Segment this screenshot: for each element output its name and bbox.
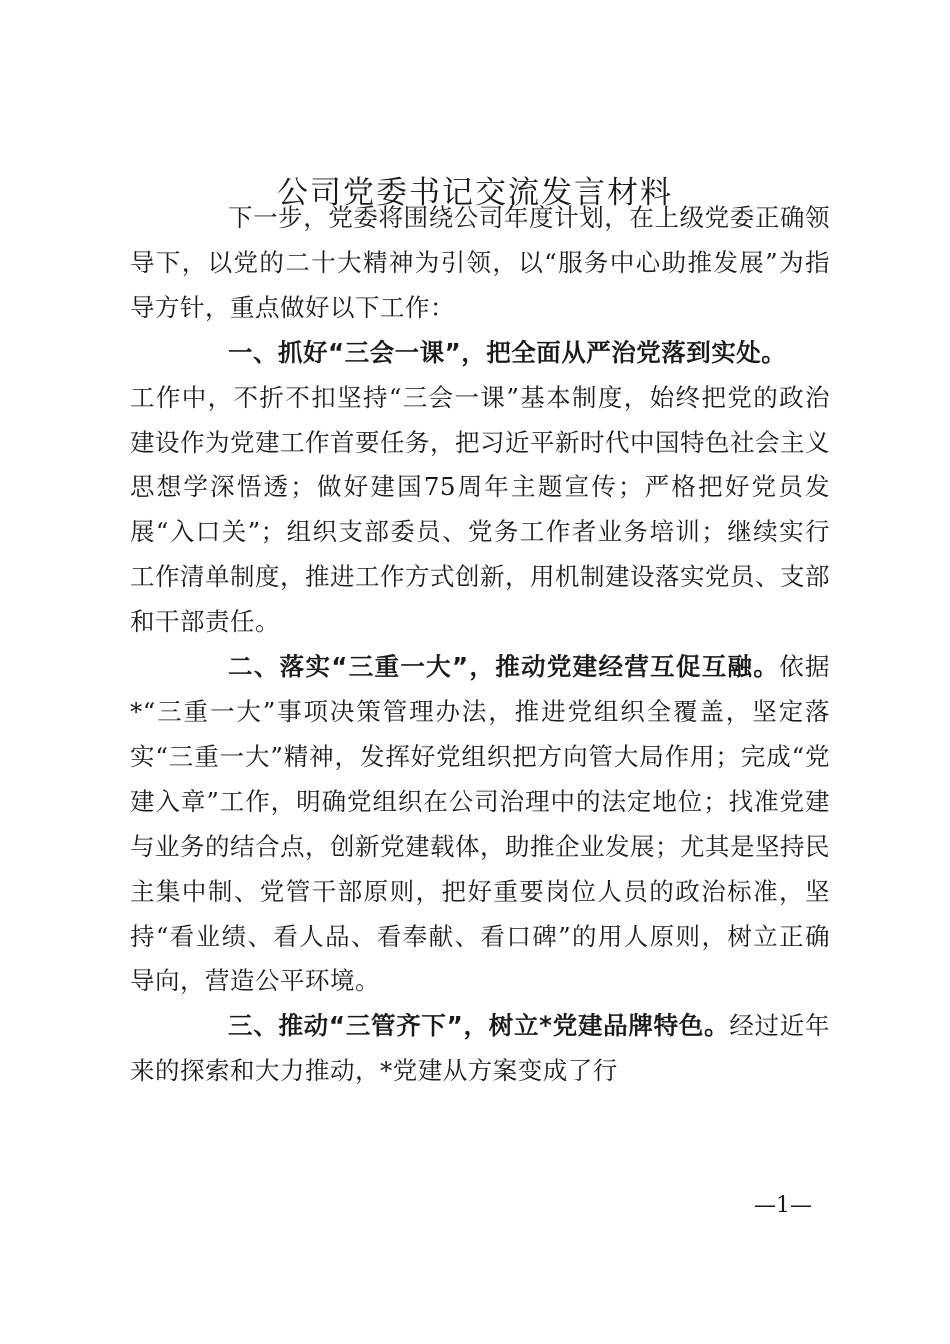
section-2-paragraph	[130, 645, 830, 1004]
section-3-heading: 三、推动“三管齐下”，树立*党建品牌特色。	[228, 1011, 730, 1041]
section-1-heading: 一、抓好“三会一课”，把全面从严治党落到实处。	[228, 337, 787, 367]
section-2-heading: 二、落实“三重一大”，推动党建经营互促互融。	[228, 652, 780, 682]
page-number: —1—	[754, 1193, 812, 1218]
section-2-body: 依据*“三重一大”事项决策管理办法，推进党组织全覆盖，坚定落实“三重一大”精神，发挥好党组织把方向管大局作用；完成“党建入章”工作，明确党组织在公司治理中的法定地位；找准党建与业务的结合点，创新党建载体，助推企业发展；尤其是坚持民主集中制、党管干部原则，把好重要岗位人员的政治标准，坚持“看业绩、看人品、看奉献、看口碑”的用人原则，树立正确导向，营造公平环境。	[130, 652, 831, 996]
section-1-body: 工作中，不折不扣坚持“三会一课”基本制度，始终把党的政治建设作为党建工作首要任务，把习近平新时代中国特色社会主义思想学深悟透；做好建国75周年主题宣传；严格把好党员发展“入口关”；组织支部委员、党务工作者业务培训；继续实行工作清单制度，推进工作方式创新，用机制建设落实党员、支部和干部责任。	[130, 382, 830, 637]
section-3-body: 经过近年来的探索和大力推动，*党建从方案变成了行	[130, 1011, 831, 1086]
section-1-paragraph	[130, 331, 830, 376]
document-body	[130, 196, 830, 1094]
intro-paragraph: 下一步，党委将围绕公司年度计划，在上级党委正确领导下，以党的二十大精神为引领，以“服务中心助推发展”为指导方针，重点做好以下工作：	[130, 203, 830, 322]
document-title: 公司党委书记交流发言材料	[277, 175, 673, 211]
section-3-paragraph	[130, 1004, 830, 1094]
